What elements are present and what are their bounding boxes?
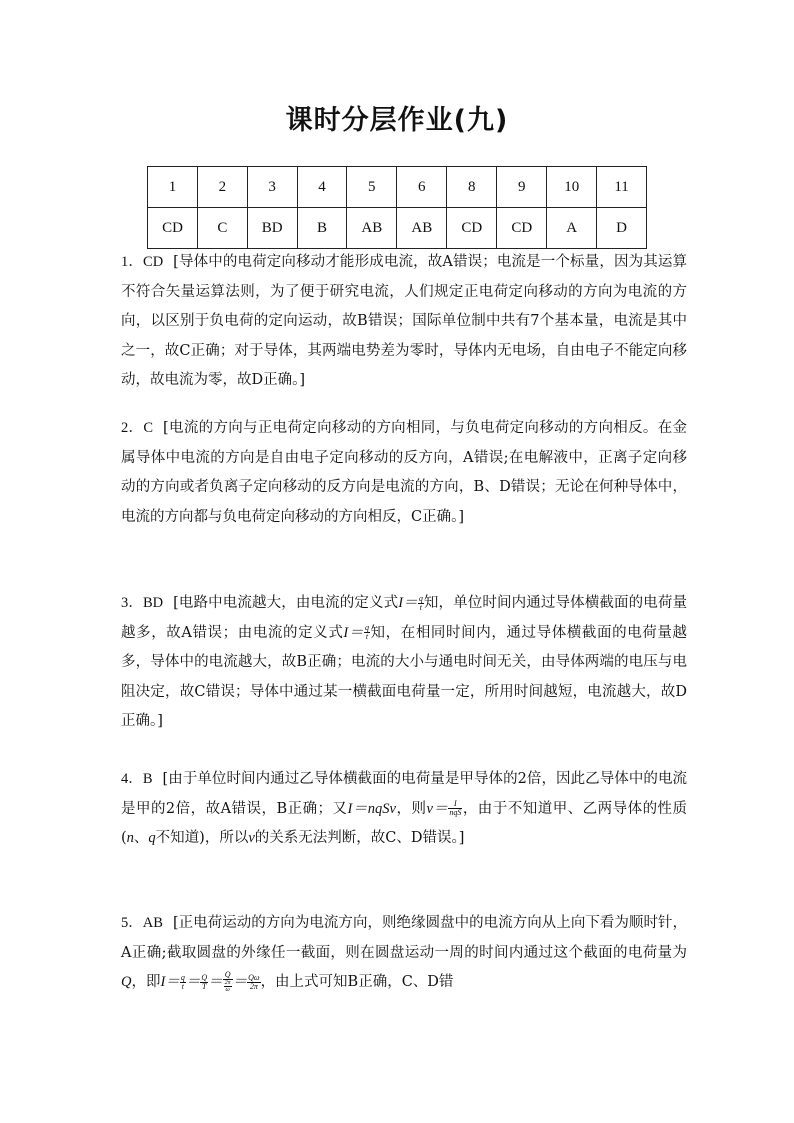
equals-sign: ＝	[208, 974, 223, 990]
question-number-cell: 9	[497, 167, 547, 208]
explanation-text: 的关系无法判断，故C、D错误。]	[254, 830, 465, 846]
fraction-numerator: q	[180, 972, 185, 982]
answer-cell: D	[597, 208, 647, 249]
equals-sign: ＝	[185, 974, 201, 990]
answer-label: 3．BD	[121, 595, 164, 611]
answer-cell: CD	[447, 208, 497, 249]
equals-sign: ＝	[232, 974, 248, 990]
fraction-numerator: q	[418, 593, 423, 603]
answer-cell: CD	[148, 208, 198, 249]
explanation-text: ，由上式可知B正确，C、D错	[260, 974, 454, 990]
fraction-denominator: t	[365, 632, 369, 641]
explanation-text: 知，在相同时间内，通过导体横截面的电荷量越多，导体中的电流越大，故B正确；电流的大小与通电时间无关，由导体两端的电压与电阻决定，故C错误；导体中通过某一横截面电荷量一定，所用时间越短，电流越大，故D正确。]	[121, 624, 687, 729]
explanation-5	[121, 909, 687, 998]
fraction-numerator: Q	[201, 972, 208, 982]
fraction-denominator: 2π	[249, 981, 258, 991]
explanation-2	[121, 414, 687, 532]
fraction	[223, 971, 233, 993]
formula: I＝nqSv	[347, 800, 396, 817]
answer-table-number-row	[148, 167, 647, 208]
question-number-cell: 5	[347, 167, 397, 208]
variable: q	[148, 830, 156, 846]
explanation-text: ，即	[131, 974, 161, 990]
explanation-text: ，由于不知道甲、乙两导体的性质(	[121, 800, 688, 846]
answer-cell: AB	[397, 208, 447, 249]
question-number-cell: 10	[547, 167, 597, 208]
answer-label: 4．B	[121, 771, 153, 787]
fraction-denominator: T	[201, 981, 207, 991]
formula: I＝	[160, 974, 180, 990]
fraction-numerator: Qω	[248, 972, 260, 982]
fraction-numerator: I	[448, 800, 462, 809]
formula: I＝	[398, 595, 418, 611]
explanation-text: [导体中的电荷定向移动才能形成电流，故A错误；电流是一个标量，因为其运算不符合矢量运算法则，为了便于研究电流，人们规定正电荷定向移动的方向为电流的方向，以区别于负电荷的定向运动，故B错误；国际单位制中共有7个基本量，电流是其中之一，故C正确；对于导体，其两端电势差为零时，导体内无电场，自由电子不能定向移动，故电流为零，故D正确。]	[121, 254, 687, 388]
fraction-numerator: 2π	[224, 980, 231, 986]
explanation-text: [正电荷运动的方向为电流方向，则绝缘圆盘中的电流方向从上向下看为顺时针，A正确;截取圆盘的外缘任一截面，则在圆盘运动一周的时间内通过这个截面的电荷量为	[121, 915, 687, 961]
answer-cell: BD	[247, 208, 297, 249]
nested-fraction	[224, 980, 232, 993]
explanation-text: 知，单位时间内通过导体横截面的电荷量越多，故A错误；由电流的定义式	[121, 595, 687, 641]
answer-cell: A	[547, 208, 597, 249]
explanation-3	[121, 589, 687, 737]
question-number-cell: 6	[397, 167, 447, 208]
question-number-cell: 2	[198, 167, 248, 208]
fraction	[200, 974, 208, 991]
fraction-denominator: t	[419, 602, 422, 612]
answer-label: 1．CD	[121, 254, 164, 270]
fraction-denominator	[223, 980, 233, 993]
question-number-cell: 3	[247, 167, 297, 208]
explanation-text: [电路中电流越大，由电流的定义式	[173, 595, 399, 611]
answer-cell: AB	[347, 208, 397, 249]
explanation-text: 、	[133, 830, 149, 846]
fraction-numerator: q	[364, 623, 369, 632]
explanation-text: [由于单位时间内通过乙导体横截面的电荷量是甲导体的2倍，因此乙导体中的电流是甲的2倍，故A错误，B正确；又	[121, 771, 687, 817]
question-number-cell: 8	[447, 167, 497, 208]
answer-cell: C	[198, 208, 248, 249]
fraction-denominator: t	[181, 981, 184, 991]
fraction	[247, 974, 260, 991]
explanation-text: 不知道)，所以	[155, 830, 249, 846]
fraction-denominator: ω	[225, 987, 230, 993]
answer-label: 2．C	[121, 420, 154, 436]
variable: Q	[121, 974, 132, 990]
variable: v	[248, 830, 255, 846]
question-number-cell: 1	[148, 167, 198, 208]
formula: I＝	[343, 624, 364, 641]
page-title: 课时分层作业(九)	[285, 105, 509, 136]
question-number-cell: 4	[297, 167, 347, 208]
answer-cell: B	[297, 208, 347, 249]
explanation-text: ，则	[396, 800, 427, 817]
answer-table-answer-row	[148, 208, 647, 249]
answer-cell: CD	[497, 208, 547, 249]
answer-table	[147, 166, 647, 249]
fraction	[448, 800, 462, 817]
fraction-numerator: Q	[223, 971, 233, 980]
formula: v＝	[426, 800, 449, 817]
variable: n	[126, 830, 134, 846]
explanation-4	[121, 765, 687, 854]
fraction-denominator: nqS	[449, 808, 462, 817]
answer-label: 5．AB	[121, 915, 163, 931]
question-number-cell: 11	[597, 167, 647, 208]
explanation-text: [电流的方向与正电荷定向移动的方向相同，与负电荷定向移动的方向相反。在金属导体中电流的方向是自由电子定向移动的反方向，A错误;在电解液中，正离子定向移动的方向或者负离子定向移动的反方向是电流的方向，B、D错误；无论在何种导体中，电流的方向都与负电荷定向移动的方向相反，C正确。]	[121, 420, 688, 525]
explanation-1	[121, 248, 687, 396]
